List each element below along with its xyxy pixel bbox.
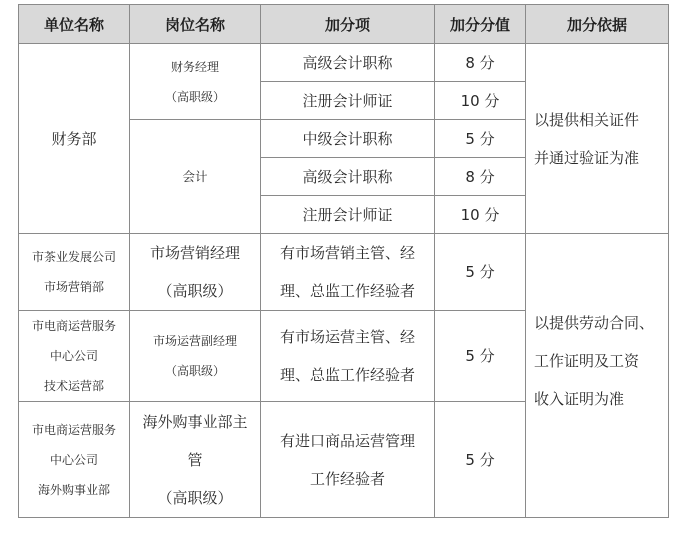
position-line: 市场营销经理: [149, 244, 240, 262]
score-cell: 5 分: [435, 402, 526, 518]
position-line: （高职级）: [157, 282, 233, 300]
basis-spacer: [534, 238, 664, 304]
unit-line: 中心公司: [49, 452, 98, 467]
header-score: 加分分值: [435, 5, 526, 44]
unit-line: 技术运营部: [43, 379, 104, 393]
position-line: （高职级）: [157, 488, 233, 507]
position-cell-marketing-manager: [130, 234, 261, 311]
basis-line: 收入证明为准: [534, 390, 625, 408]
score-cell: 10 分: [435, 196, 526, 234]
header-item: 加分项: [261, 5, 435, 44]
unit-line: 市电商运营服务: [31, 319, 116, 333]
item-line: 有进口商品运营管理: [279, 431, 415, 450]
unit-line: 市茶业发展公司: [31, 250, 116, 264]
position-cell-finance-manager: [130, 44, 261, 120]
position-line: （高职级）: [164, 364, 225, 378]
basis-line: 以提供相关证件: [534, 110, 640, 129]
position-line: 市场运营副经理: [152, 334, 237, 348]
header-position: 岗位名称: [130, 5, 261, 44]
basis-cell-experience: [526, 234, 669, 518]
unit-line: 市电商运营服务: [31, 422, 116, 437]
item-line: 工作经验者: [309, 469, 385, 488]
item-cell: [261, 234, 435, 311]
unit-cell-tea-marketing: [19, 234, 130, 311]
header-basis: 加分依据: [526, 5, 669, 44]
score-cell: 8 分: [435, 158, 526, 196]
score-cell: 5 分: [435, 234, 526, 311]
item-line: 有市场运营主管、经: [279, 328, 415, 346]
item-line: 理、总监工作经验者: [279, 366, 415, 384]
bonus-points-table: [18, 4, 669, 518]
table-row: [19, 44, 669, 82]
unit-cell-ecommerce-tech: [19, 311, 130, 402]
item-cell: 高级会计职称: [261, 44, 435, 82]
item-cell: 注册会计师证: [261, 82, 435, 120]
score-cell: 5 分: [435, 311, 526, 402]
item-cell: 注册会计师证: [261, 196, 435, 234]
unit-line: 市场营销部: [43, 280, 104, 294]
item-cell: [261, 311, 435, 402]
item-line: 理、总监工作经验者: [279, 282, 415, 300]
table-header-row: [19, 5, 669, 44]
basis-line: 以提供劳动合同、: [534, 314, 655, 332]
item-cell: 高级会计职称: [261, 158, 435, 196]
position-cell-overseas-supervisor: [130, 402, 261, 518]
unit-line: 海外购事业部: [37, 482, 110, 497]
unit-cell-finance: 财务部: [19, 44, 130, 234]
position-cell-accountant: 会计: [130, 120, 261, 234]
item-cell: 中级会计职称: [261, 120, 435, 158]
basis-line: 并通过验证为准: [534, 148, 640, 167]
position-line: （高职级）: [164, 89, 225, 104]
item-cell: [261, 402, 435, 518]
basis-cell-finance: [526, 44, 669, 234]
position-line: 海外购事业部主: [142, 412, 248, 431]
table-row: [19, 234, 669, 311]
score-cell: 8 分: [435, 44, 526, 82]
basis-line: 工作证明及工资: [534, 352, 640, 370]
position-line: 管: [187, 450, 203, 469]
score-cell: 5 分: [435, 120, 526, 158]
unit-cell-ecommerce-overseas: [19, 402, 130, 518]
position-line: 财务经理: [170, 59, 219, 74]
unit-line: 中心公司: [49, 349, 98, 363]
score-cell: 10 分: [435, 82, 526, 120]
header-unit: 单位名称: [19, 5, 130, 44]
item-line: 有市场营销主管、经: [279, 244, 415, 262]
position-cell-ops-deputy-manager: [130, 311, 261, 402]
